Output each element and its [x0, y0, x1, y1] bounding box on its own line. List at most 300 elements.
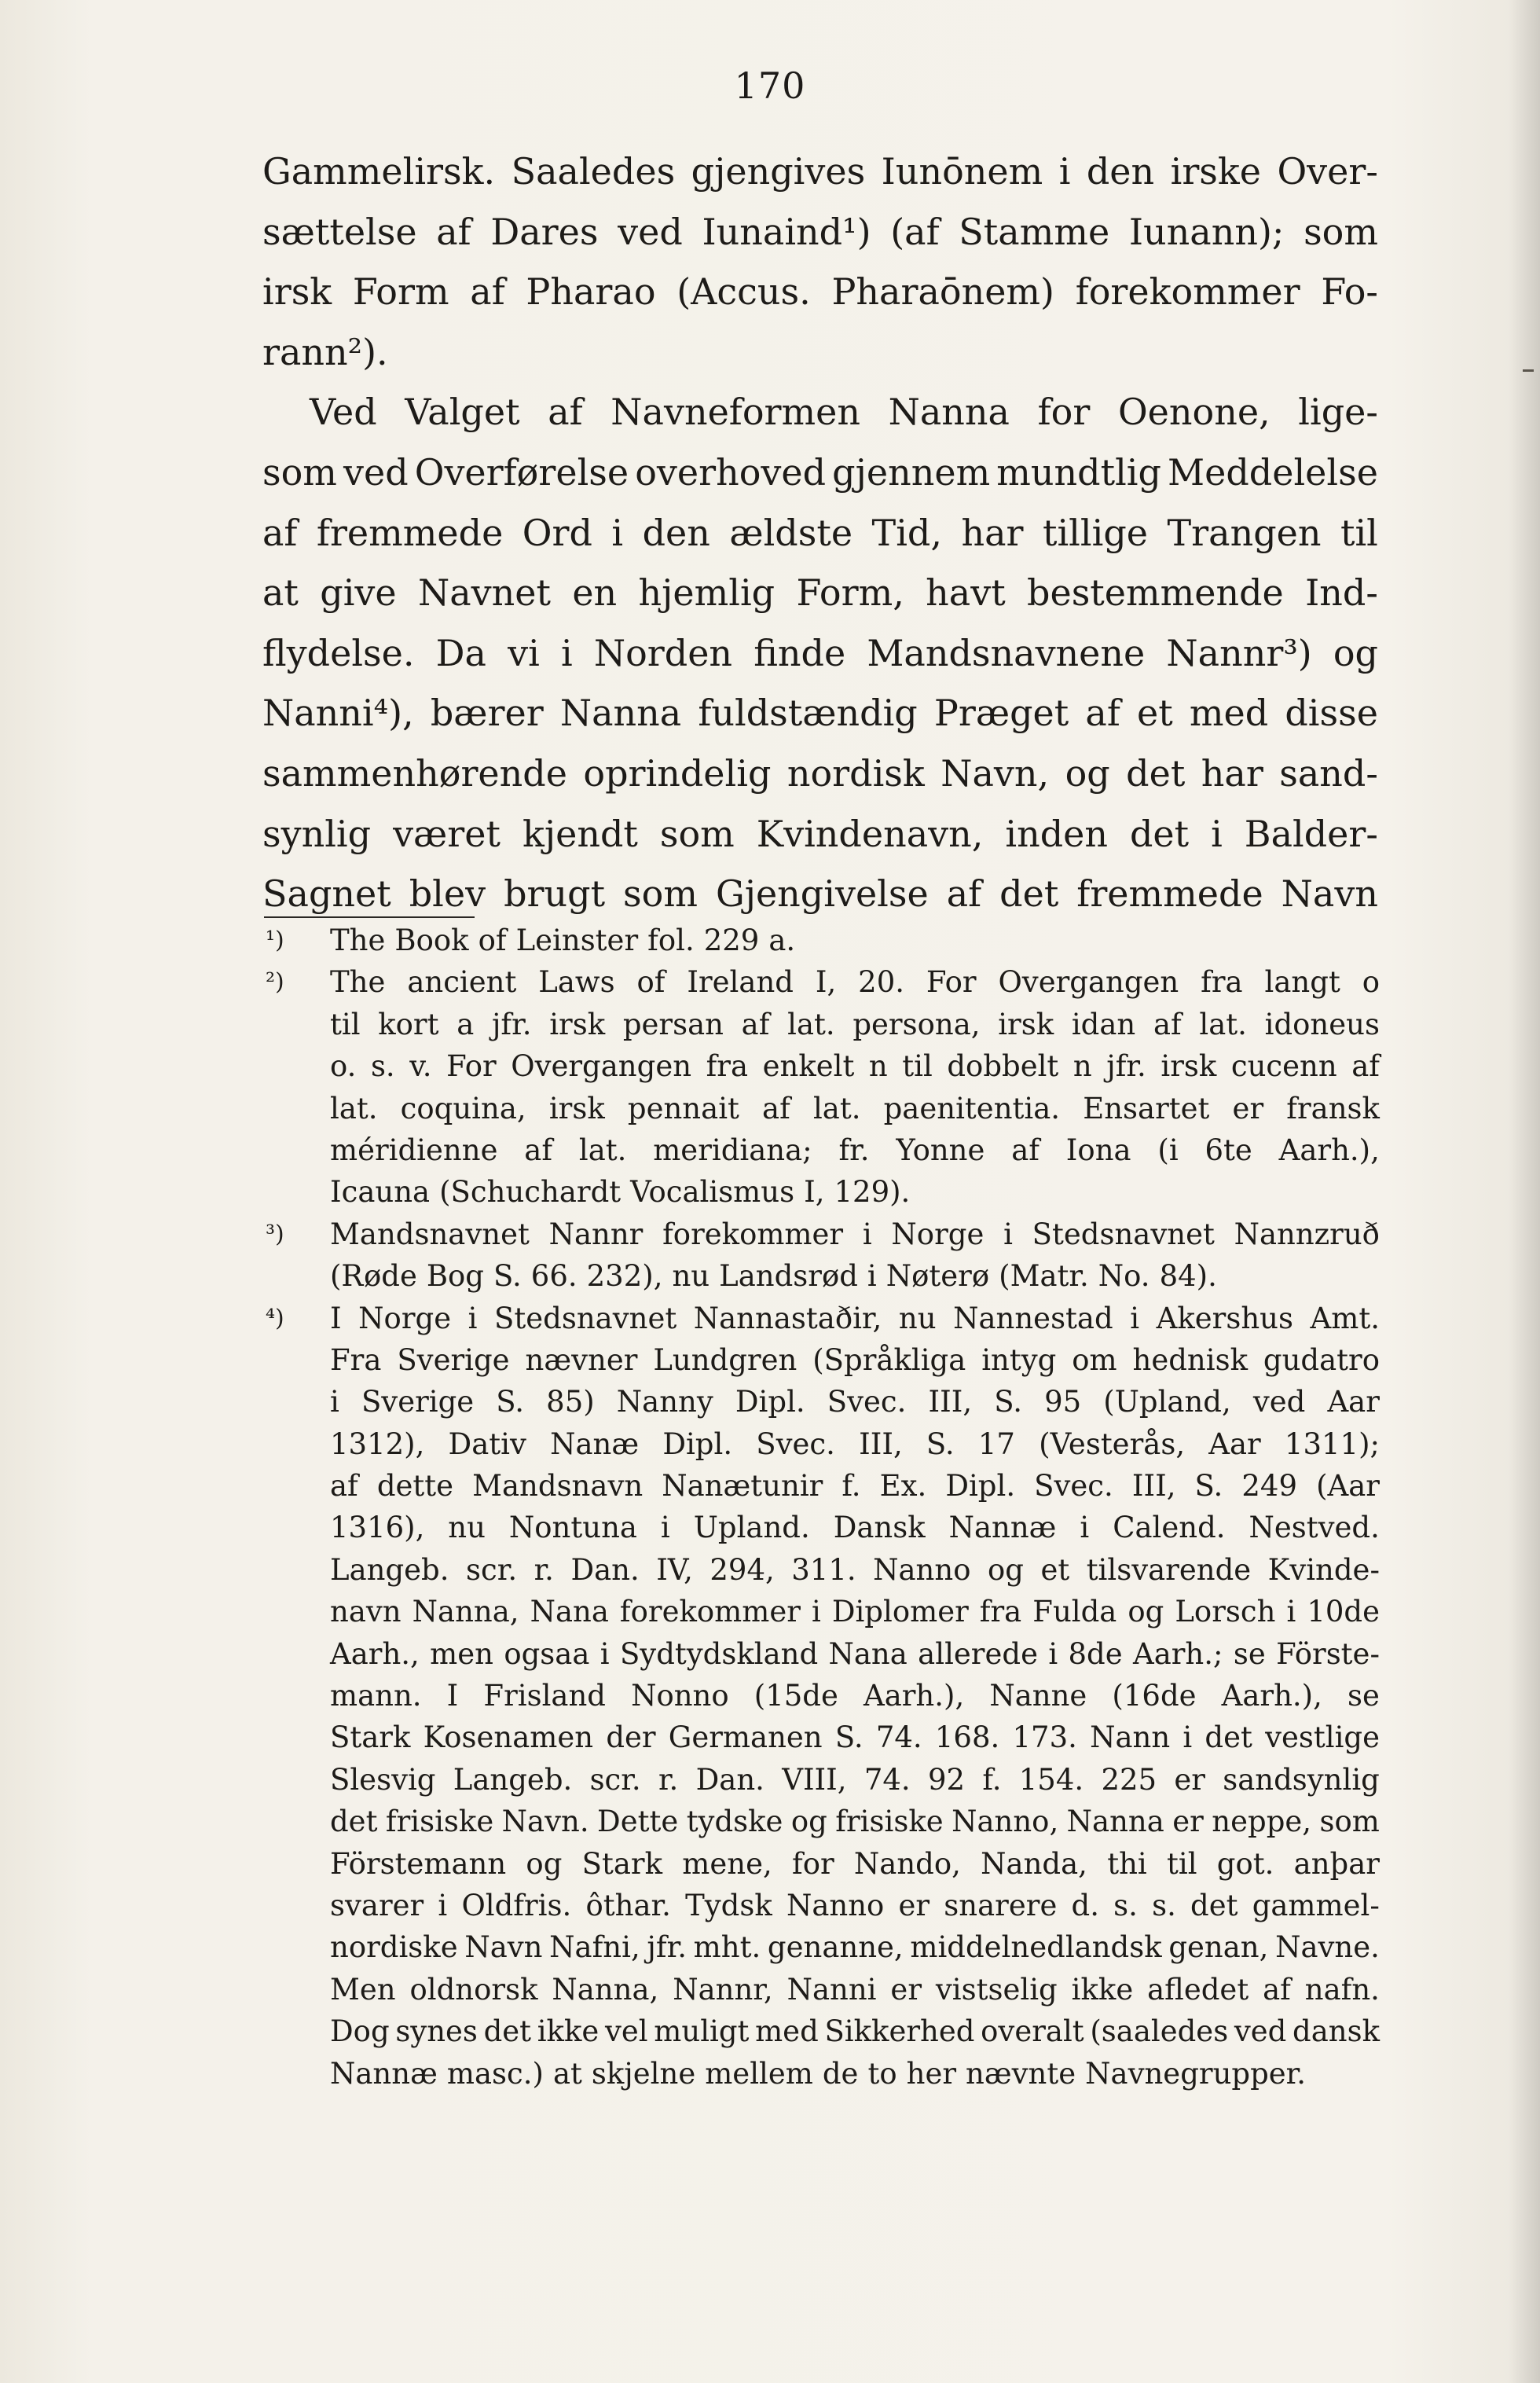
word: Nonno: [631, 1679, 729, 1713]
word: nu: [672, 1259, 710, 1294]
word: give: [320, 571, 397, 615]
word: tillige: [1042, 511, 1148, 554]
word: a: [456, 1007, 475, 1041]
word: for: [1037, 391, 1091, 434]
word: I,: [815, 965, 837, 1000]
word: det: [1126, 751, 1186, 795]
word: sandsynlig: [1223, 1762, 1380, 1797]
word: som: [1319, 1805, 1380, 1839]
text-line: [330, 961, 1380, 1003]
word: s.: [1113, 1888, 1138, 1922]
word: of: [636, 965, 666, 1000]
word: vestlige: [1265, 1720, 1380, 1755]
word: Iunōnem: [881, 150, 1043, 193]
word: pennait: [627, 1091, 739, 1125]
word: af: [741, 1007, 770, 1041]
word: det: [999, 872, 1059, 916]
word: Norden: [593, 631, 733, 674]
word: Dares: [490, 210, 599, 253]
word: i: [438, 1888, 448, 1922]
word: (af: [890, 210, 940, 253]
footnote: [264, 1298, 1380, 2095]
word: jfr.: [647, 1930, 687, 1965]
word: persona,: [852, 1007, 981, 1041]
word: irsk: [1160, 1049, 1217, 1084]
word: irsk: [548, 1091, 605, 1125]
word: som: [623, 872, 698, 916]
word: sand-: [1279, 751, 1378, 795]
word: III,: [1131, 1469, 1176, 1504]
text-line: [330, 1507, 1380, 1548]
word: Oldfris.: [461, 1888, 572, 1922]
word: S.: [493, 1259, 522, 1294]
word: i: [600, 1636, 610, 1671]
word: Nanne: [989, 1679, 1087, 1713]
word: gammel-: [1252, 1888, 1380, 1922]
word: Pharao: [526, 270, 656, 314]
word: Iunann);: [1128, 210, 1285, 253]
word: fra: [1201, 965, 1243, 1000]
word: Mandsnavnet: [330, 1217, 530, 1251]
word: coquina,: [400, 1091, 526, 1125]
footnote-number: ²): [266, 968, 284, 997]
word: S.: [926, 1426, 955, 1461]
word: nafn.: [1304, 1972, 1380, 2007]
word: No.: [1098, 1259, 1150, 1294]
word: og: [790, 1805, 827, 1839]
word: r.: [658, 1762, 679, 1797]
word: og: [526, 1846, 563, 1881]
word: Nafni,: [549, 1930, 640, 1965]
word: fr.: [838, 1133, 870, 1167]
word: Meddelelse: [1168, 450, 1378, 494]
word: s.: [370, 1049, 395, 1084]
word: 294,: [710, 1552, 775, 1587]
word: til: [902, 1049, 933, 1084]
word: Sikkerhed: [824, 2014, 975, 2049]
word: gudatro: [1263, 1342, 1380, 1377]
word: 74.: [864, 1762, 911, 1797]
word: S.: [834, 1720, 864, 1755]
text-line: [330, 1843, 1380, 1885]
word: den: [1086, 150, 1155, 193]
word: fremmede: [1076, 872, 1263, 916]
word: I: [446, 1679, 459, 1713]
word: Aar: [1208, 1426, 1261, 1461]
word: det: [1204, 1720, 1252, 1755]
text-line: [330, 1885, 1380, 1926]
word: Calend.: [1113, 1511, 1226, 1545]
text-line: [330, 1339, 1380, 1381]
word: Iona: [1065, 1133, 1131, 1167]
word: ancient: [407, 965, 517, 1000]
word: lige-: [1298, 391, 1378, 434]
word: allerede: [918, 1636, 1038, 1671]
word: Norge: [891, 1217, 984, 1251]
word: Dipl.: [945, 1469, 1016, 1504]
word: er: [1174, 1762, 1205, 1797]
word: 8de: [1068, 1636, 1123, 1671]
word: lat.: [330, 1091, 378, 1125]
word: Da: [435, 631, 486, 674]
text-line: [262, 322, 1378, 383]
word: ogsaa: [504, 1636, 590, 1671]
word: Mandsnavn: [472, 1469, 644, 1504]
word: en: [572, 571, 618, 615]
word: cucenn: [1230, 1049, 1337, 1084]
text-line: [262, 864, 1378, 924]
page-edge-mark: [1523, 369, 1534, 372]
word: Aarh.),: [1221, 1679, 1322, 1713]
word: Kvinde-: [1267, 1552, 1380, 1587]
word: af: [330, 1469, 358, 1504]
word: middelnedlandsk: [910, 1930, 1162, 1965]
word: S.: [496, 1385, 525, 1419]
word: a.: [768, 923, 796, 957]
word: f.: [982, 1762, 1002, 1797]
word: 84).: [1159, 1259, 1217, 1294]
word: Kosenamen: [423, 1720, 594, 1755]
word: persan: [622, 1007, 724, 1041]
word: disse: [1285, 692, 1378, 735]
word: med: [1189, 692, 1269, 735]
word: Dansk: [833, 1511, 926, 1545]
word: der: [606, 1720, 656, 1755]
word: Tid,: [871, 511, 942, 554]
word: Amt.: [1310, 1301, 1380, 1335]
word: hjemlig: [638, 571, 776, 615]
word: af: [548, 391, 583, 434]
word: Pharaōnem): [831, 270, 1054, 314]
word: irsk: [549, 1007, 606, 1041]
text-line: [330, 1549, 1380, 1591]
word: som: [1304, 210, 1378, 253]
word: Navn.: [501, 1805, 589, 1839]
text-line: [330, 1045, 1380, 1087]
word: Landsrød: [719, 1259, 858, 1294]
word: afledet: [1147, 1972, 1249, 2007]
word: 1316),: [330, 1511, 425, 1545]
word: i: [1211, 812, 1223, 855]
word: med: [755, 2014, 819, 2049]
word: Tydsk: [685, 1888, 772, 1922]
word: snarere: [944, 1888, 1058, 1922]
text-line: [262, 563, 1378, 623]
word: (16de: [1112, 1679, 1197, 1713]
word: Kvindenavn,: [756, 812, 984, 855]
word: n: [1072, 1049, 1092, 1084]
word: overhoved: [635, 450, 827, 494]
word: Bog: [426, 1259, 484, 1294]
footnotes-block: [264, 920, 1380, 2095]
word: lat.: [1199, 1007, 1247, 1041]
word: Svec.: [1034, 1469, 1113, 1504]
word: Nanni: [786, 1972, 877, 2007]
word: er: [898, 1888, 930, 1922]
word: hednisk: [1132, 1342, 1248, 1377]
word: i: [330, 1385, 339, 1419]
word: og: [1065, 751, 1110, 795]
word: Nann: [1090, 1720, 1171, 1755]
word: Akershus: [1156, 1301, 1293, 1335]
word: Icauna: [330, 1175, 431, 1210]
word: Oenone,: [1117, 391, 1270, 434]
word: synlig: [262, 812, 372, 855]
word: s.: [1152, 1888, 1176, 1922]
word: Nannastaðir,: [693, 1301, 882, 1335]
word: jfr.: [1106, 1049, 1146, 1084]
word: Nannæ: [330, 2056, 438, 2091]
word: i: [660, 1511, 670, 1545]
word: irsk: [998, 1007, 1054, 1041]
word: 66.: [530, 1259, 578, 1294]
word: fra: [979, 1595, 1022, 1629]
word: Nando,: [853, 1846, 961, 1881]
word: 232),: [586, 1259, 663, 1294]
word: Stedsnavnet: [1032, 1217, 1215, 1251]
word: ved: [343, 450, 409, 494]
word: Ireland: [687, 965, 794, 1000]
text-line: [330, 1004, 1380, 1045]
text-line: [262, 804, 1378, 865]
word: enkelt: [762, 1049, 855, 1084]
word: Lundgren: [653, 1342, 798, 1377]
word: Nannæ: [948, 1511, 1057, 1545]
text-line: [330, 1381, 1380, 1423]
word: til: [1167, 1846, 1197, 1881]
word: (saaledes: [1090, 2014, 1229, 2049]
word: 225: [1101, 1762, 1157, 1797]
word: 17: [977, 1426, 1015, 1461]
word: S.: [994, 1385, 1022, 1419]
word: Nanno,: [952, 1805, 1059, 1839]
word: Stark: [581, 1846, 663, 1881]
word: til: [1340, 511, 1378, 554]
footnote-number: ⁴): [266, 1304, 284, 1332]
word: irsk: [262, 270, 332, 314]
word: Nannr³): [1166, 631, 1312, 674]
word: Dan.: [695, 1762, 764, 1797]
page-number: 170: [734, 64, 806, 107]
word: Nannestad: [953, 1301, 1113, 1335]
word: Overgangen: [998, 965, 1179, 1000]
word: nu: [898, 1301, 937, 1335]
word: irske: [1170, 150, 1262, 193]
word: masc.): [446, 2056, 544, 2091]
word: i: [468, 1301, 478, 1335]
word: fransk: [1286, 1091, 1380, 1125]
word: 229: [703, 923, 760, 957]
word: fra: [706, 1049, 749, 1084]
word: Navnegrupper.: [1085, 2056, 1307, 2091]
text-line: [262, 683, 1378, 744]
word: 154.: [1018, 1762, 1084, 1797]
word: vel: [604, 2014, 648, 2049]
text-line: [330, 1298, 1380, 1339]
word: Nanæ: [550, 1426, 640, 1461]
word: vi: [508, 631, 540, 674]
word: gjennem: [832, 450, 991, 494]
word: nu: [448, 1511, 486, 1545]
word: forekommer: [662, 1217, 844, 1251]
word: ikke: [537, 2014, 600, 2049]
word: 85): [546, 1385, 595, 1419]
word: Trangen: [1167, 511, 1322, 554]
word: thi: [1107, 1846, 1147, 1881]
word: Overgangen: [511, 1049, 692, 1084]
word: III,: [859, 1426, 903, 1461]
word: frisiske: [835, 1805, 944, 1839]
word: (Vesterås,: [1039, 1426, 1186, 1461]
word: For: [446, 1049, 497, 1084]
word: Nana: [828, 1636, 908, 1671]
word: (i: [1157, 1133, 1179, 1167]
word: tydske: [686, 1805, 783, 1839]
word: Nanno: [786, 1888, 885, 1922]
word: Fra: [330, 1342, 382, 1377]
word: det: [330, 1805, 378, 1839]
word: Nanna: [1066, 1805, 1164, 1839]
word: i: [862, 1217, 872, 1251]
word: (15de: [754, 1679, 838, 1713]
word: Navn: [1281, 872, 1378, 916]
word: Nanna: [559, 692, 682, 735]
word: det: [1129, 812, 1190, 855]
word: ved: [1252, 1385, 1306, 1419]
word: Aarh.),: [1278, 1133, 1380, 1167]
word: fremmede: [316, 511, 504, 554]
word: Gjengivelse: [715, 872, 929, 916]
text-line: [330, 1129, 1380, 1171]
word: ved: [618, 210, 683, 253]
word: dobbelt: [947, 1049, 1059, 1084]
word: Nanna: [888, 391, 1010, 434]
word: f.: [842, 1469, 861, 1504]
word: rann²).: [262, 330, 388, 373]
word: i: [811, 1595, 821, 1629]
word: Nanda,: [981, 1846, 1087, 1881]
word: Navnet: [417, 571, 551, 615]
word: 1312),: [330, 1426, 425, 1461]
text-line: [330, 920, 1380, 961]
word: Nanny: [616, 1385, 713, 1419]
text-line: [262, 141, 1378, 202]
word: fuldstændig: [698, 692, 918, 735]
text-line: [262, 202, 1378, 263]
word: af: [1085, 692, 1120, 735]
word: 6te: [1204, 1133, 1252, 1167]
word: Fo-: [1321, 270, 1378, 314]
word: for: [792, 1846, 834, 1881]
word: flydelse.: [262, 631, 415, 674]
word: intyg: [981, 1342, 1057, 1377]
footnote-number: ³): [266, 1220, 284, 1248]
word: sammenhørende: [262, 751, 567, 795]
word: inden: [1005, 812, 1108, 855]
text-line: [330, 1171, 1380, 1213]
word: Nana: [530, 1595, 609, 1629]
word: Vocalismus: [630, 1175, 795, 1210]
word: se: [1233, 1636, 1266, 1671]
text-line: [330, 2010, 1380, 2052]
word: 129).: [834, 1175, 911, 1210]
word: af: [1153, 1007, 1182, 1041]
word: nævnte: [966, 2056, 1076, 2091]
word: Nannzruð: [1234, 1217, 1380, 1251]
word: finde: [754, 631, 846, 674]
word: Nestved.: [1248, 1511, 1380, 1545]
word: VIII,: [782, 1762, 847, 1797]
word: 1311);: [1284, 1426, 1380, 1461]
text-line: [330, 1717, 1380, 1758]
word: Mandsnavnene: [867, 631, 1146, 674]
word: Langeb.: [453, 1762, 573, 1797]
word: har: [1201, 751, 1263, 795]
word: Aarh.),: [863, 1679, 965, 1713]
word: got.: [1216, 1846, 1274, 1881]
word: scr.: [465, 1552, 518, 1587]
word: Nannr: [548, 1217, 644, 1251]
word: i: [1286, 1595, 1296, 1629]
word: méridienne: [330, 1133, 498, 1167]
word: mann.: [330, 1679, 422, 1713]
text-line: [330, 1423, 1380, 1465]
word: til: [330, 1007, 361, 1041]
word: (Upland,: [1103, 1385, 1231, 1419]
word: af: [436, 210, 471, 253]
main-text-block: [262, 141, 1378, 924]
word: Sverige: [397, 1342, 510, 1377]
text-line: [330, 1801, 1380, 1842]
text-line: [262, 744, 1378, 804]
footnote: [264, 1214, 1380, 1298]
footnote-separator: [264, 916, 475, 918]
word: Over-: [1277, 150, 1378, 193]
word: (Matr.: [999, 1259, 1089, 1294]
word: Dan.: [570, 1552, 640, 1587]
word: Gammelirsk.: [262, 150, 496, 193]
word: 20.: [858, 965, 905, 1000]
word: lat.: [812, 1091, 861, 1125]
word: Upland.: [693, 1511, 810, 1545]
word: det: [1190, 1888, 1238, 1922]
word: vistselig: [935, 1972, 1058, 2007]
word: Svec.: [827, 1385, 907, 1419]
text-line: [330, 1591, 1380, 1632]
page-edge-shadow: [1509, 0, 1540, 2383]
word: Nanætunir: [662, 1469, 823, 1504]
word: havt: [926, 571, 1006, 615]
word: jfr.: [491, 1007, 532, 1041]
word: blev: [409, 872, 486, 916]
word: The: [330, 923, 386, 957]
word: nordisk: [786, 751, 925, 795]
word: i: [560, 631, 573, 674]
text-line: [262, 503, 1378, 564]
word: Sverige: [361, 1385, 475, 1419]
word: Dette: [597, 1805, 679, 1839]
word: Langeb.: [330, 1552, 449, 1587]
word: Aar: [1327, 1385, 1380, 1419]
word: se: [1347, 1679, 1380, 1713]
word: v.: [409, 1049, 432, 1084]
word: i: [1182, 1720, 1193, 1755]
word: Yonne: [896, 1133, 985, 1167]
text-line: [262, 442, 1378, 503]
word: III,: [928, 1385, 973, 1419]
word: idoneus: [1264, 1007, 1380, 1041]
word: som: [659, 812, 735, 855]
